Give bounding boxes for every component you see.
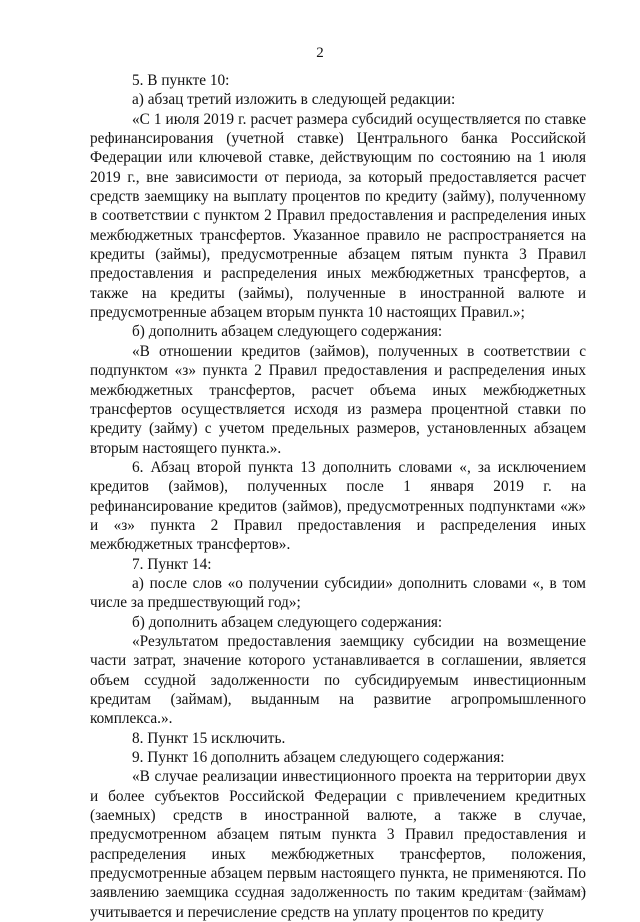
paragraph-subitem-b: б) дополнить абзацем следующего содержания: — [132, 323, 443, 341]
paragraph-quote-3: «Результатом предоставления заемщику субсидии на возмещение части затрат, значение которого устанавливается в соглашении, является объем ссудной задолженности по субсидируемым инвестиционным кредитам (займам), выданным на развитие агропромышленного комплекса.». — [90, 632, 586, 728]
paragraph-subitem-a: а) абзац третий изложить в следующей редакции: — [132, 91, 456, 109]
paragraph-item-6: 6. Абзац второй пункта 13 дополнить словами «, за исключением кредитов (займов), полученных после 1 января 2019 г. на рефинансирование кредитов (займов), предусмотренных подпунктами «ж» и «з» пункта 2 Правил предоставления и распределения иных межбюджетных трансфертов». — [90, 458, 586, 554]
paragraph-item-5: 5. В пункте 10: — [132, 72, 230, 89]
paragraph-subitem-b-2: б) дополнить абзацем следующего содержания: — [132, 613, 443, 631]
paragraph-item-9: 9. Пункт 16 дополнить абзацем следующего содержания: — [132, 749, 505, 767]
paragraph-subitem-a-2: а) после слов «о получении субсидии» дополнить словами «, в том числе за предшествующий год»; — [90, 574, 586, 612]
paragraph-quote-1: «С 1 июля 2019 г. расчет размера субсидий осуществляется по ставке рефинансирования (учетной ставке) Центрального банка Российской Федерации или ключевой ставке, действующим по состоянию на 1 июля 2019 г., вне зависимости от периода, за который предоставляется расчет средств заемщику на выплату процентов по кредиту (займу), полученному в соответствии с пунктом 2 Правил предоставления и распределения иных межбюджетных трансфертов. Указанное правило не распространяется на кредиты (займы), предусмотренные абзацем пятым пункта 3 Правил предоставления и распределения иных межбюджетных трансфертов, а также на кредиты (займы), полученные в иностранной валюте и предусмотренные абзацем вторым пункта 10 настоящих Правил.»; — [90, 110, 586, 322]
document-body — [90, 71, 586, 922]
paragraph-item-8: 8. Пункт 15 исключить. — [132, 729, 286, 747]
paragraph-item-7: 7. Пункт 14: — [132, 555, 212, 573]
page-number: 2 — [316, 45, 324, 61]
scan-artifact — [496, 891, 586, 893]
paragraph-quote-2: «В отношении кредитов (займов), полученных в соответствии с подпунктом «з» пункта 2 Правил предоставления и распределения иных межбюджетных трансфертов, расчет объема иных межбюджетных трансфертов осуществляется исходя из размера процентной ставки по кредиту (займу) с учетом предельных размеров, установленных абзацем вторым настоящего пункта.». — [90, 342, 586, 457]
paragraph-quote-4: «В случае реализации инвестиционного проекта на территории двух и более субъектов Российской Федерации с привлечением кредитных (заемных) средств в иностранной валюте, а также в случае, предусмотренном абзацем пятым пункта 3 Правил предоставления и распределения иных межбюджетных трансфертов, положения, предусмотренные абзацем первым настоящего пункта, не применяются. По заявлению заемщика ссудная задолженность по таким кредитам (займам) учитывается и перечисление средств на уплату процентов по кредиту — [90, 768, 586, 921]
